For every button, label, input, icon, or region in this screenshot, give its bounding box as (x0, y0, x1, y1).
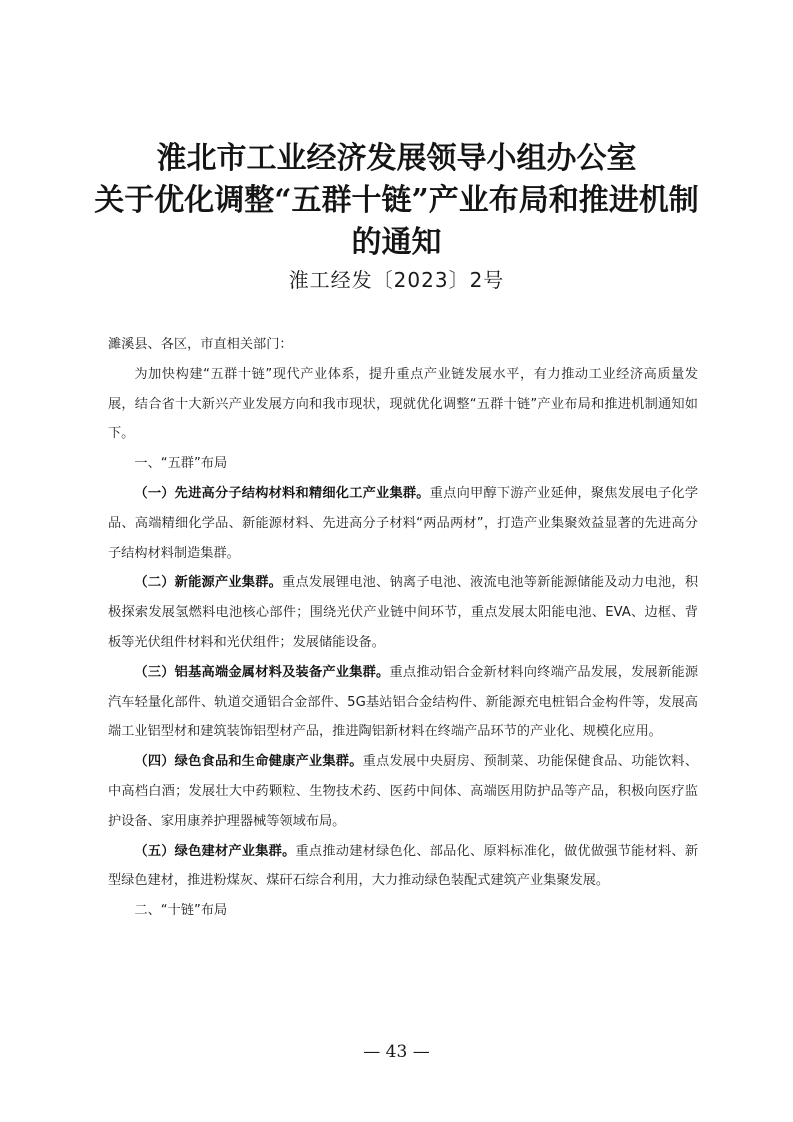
cluster-lead: （一）先进高分子结构材料和精细化工产业集群。 (134, 485, 430, 501)
page-number: — 43 — (363, 1042, 430, 1062)
cluster-text: 重点发展中央厨房、预制菜、功能保健食品、功能饮料、中高档白酒；发展壮大中药颗粒、生物技术药、医药中间体、高端医用防护品等产品，积极向医疗监护设备、家用康养护理器械等领域布局。 (108, 754, 699, 829)
cluster-text: 重点发展锂电池、钠离子电池、液流电池等新能源储能及动力电池，积极探索发展氢燃料电池核心部件；围绕光伏产业链中间环节，重点发展太阳能电池、EVA、边框、背板等光伏组件材料和光伏组件；发展储能设备。 (108, 575, 699, 650)
title-line-1: 淮北市工业经济发展领导小组办公室 (156, 141, 637, 176)
cluster-paragraph-3 (108, 658, 698, 747)
section-heading-1: 一、“五群”布局 (134, 456, 228, 472)
cluster-lead: （三）铝基高端金属材料及装备产业集群。 (134, 664, 390, 680)
intro-paragraph: 为加快构建“五群十链”现代产业体系，提升重点产业链发展水平，有力推动工业经济高质量发展，结合省十大新兴产业发展方向和我市现状，现就优化调整“五群十链”产业布局和推进机制通知如下。 (108, 366, 698, 442)
cluster-lead: （四）绿色食品和生命健康产业集群。 (134, 754, 363, 770)
cluster-text: 重点推动建材绿色化、部品化、原料标准化，做优做强节能材料、新型绿色建材，推进粉煤灰、煤矸石综合利用，大力推动绿色装配式建筑产业集聚发展。 (108, 843, 699, 889)
cluster-text: 重点向甲醇下游产业延伸，聚焦发展电子化学品、高端精细化学品、新能源材料、先进高分子材料“两品两材”，打造产业集聚效益显著的先进高分子结构材料制造集群。 (108, 485, 699, 561)
salutation: 濉溪县、各区，市直相关部门： (108, 337, 293, 352)
cluster-paragraph-2 (108, 568, 698, 657)
cluster-paragraph-4 (108, 747, 698, 836)
cluster-lead: （二）新能源产业集群。 (134, 575, 283, 591)
document-body (108, 330, 698, 926)
cluster-lead: （五）绿色建材产业集群。 (134, 843, 296, 859)
cluster-paragraph-1 (108, 479, 698, 568)
title-line-3: 的通知 (351, 225, 442, 260)
document-title (0, 138, 793, 264)
cluster-paragraph-5 (108, 837, 698, 897)
document-number: 淮工经发〔2023〕2号 (288, 268, 505, 292)
title-line-2: 关于优化调整“五群十链”产业布局和推进机制 (94, 183, 699, 218)
cluster-text: 重点推动铝合金新材料向终端产品发展，发展新能源汽车轻量化部件、轨道交通铝合金部件、5G基站铝合金结构件、新能源充电桩铝合金构件等，发展高端工业铝型材和建筑装饰铝型材产品，推进陶铝新材料在终端产品环节的产业化、规模化应用。 (108, 664, 699, 740)
section-heading-2: 二、“十链”布局 (134, 903, 228, 919)
